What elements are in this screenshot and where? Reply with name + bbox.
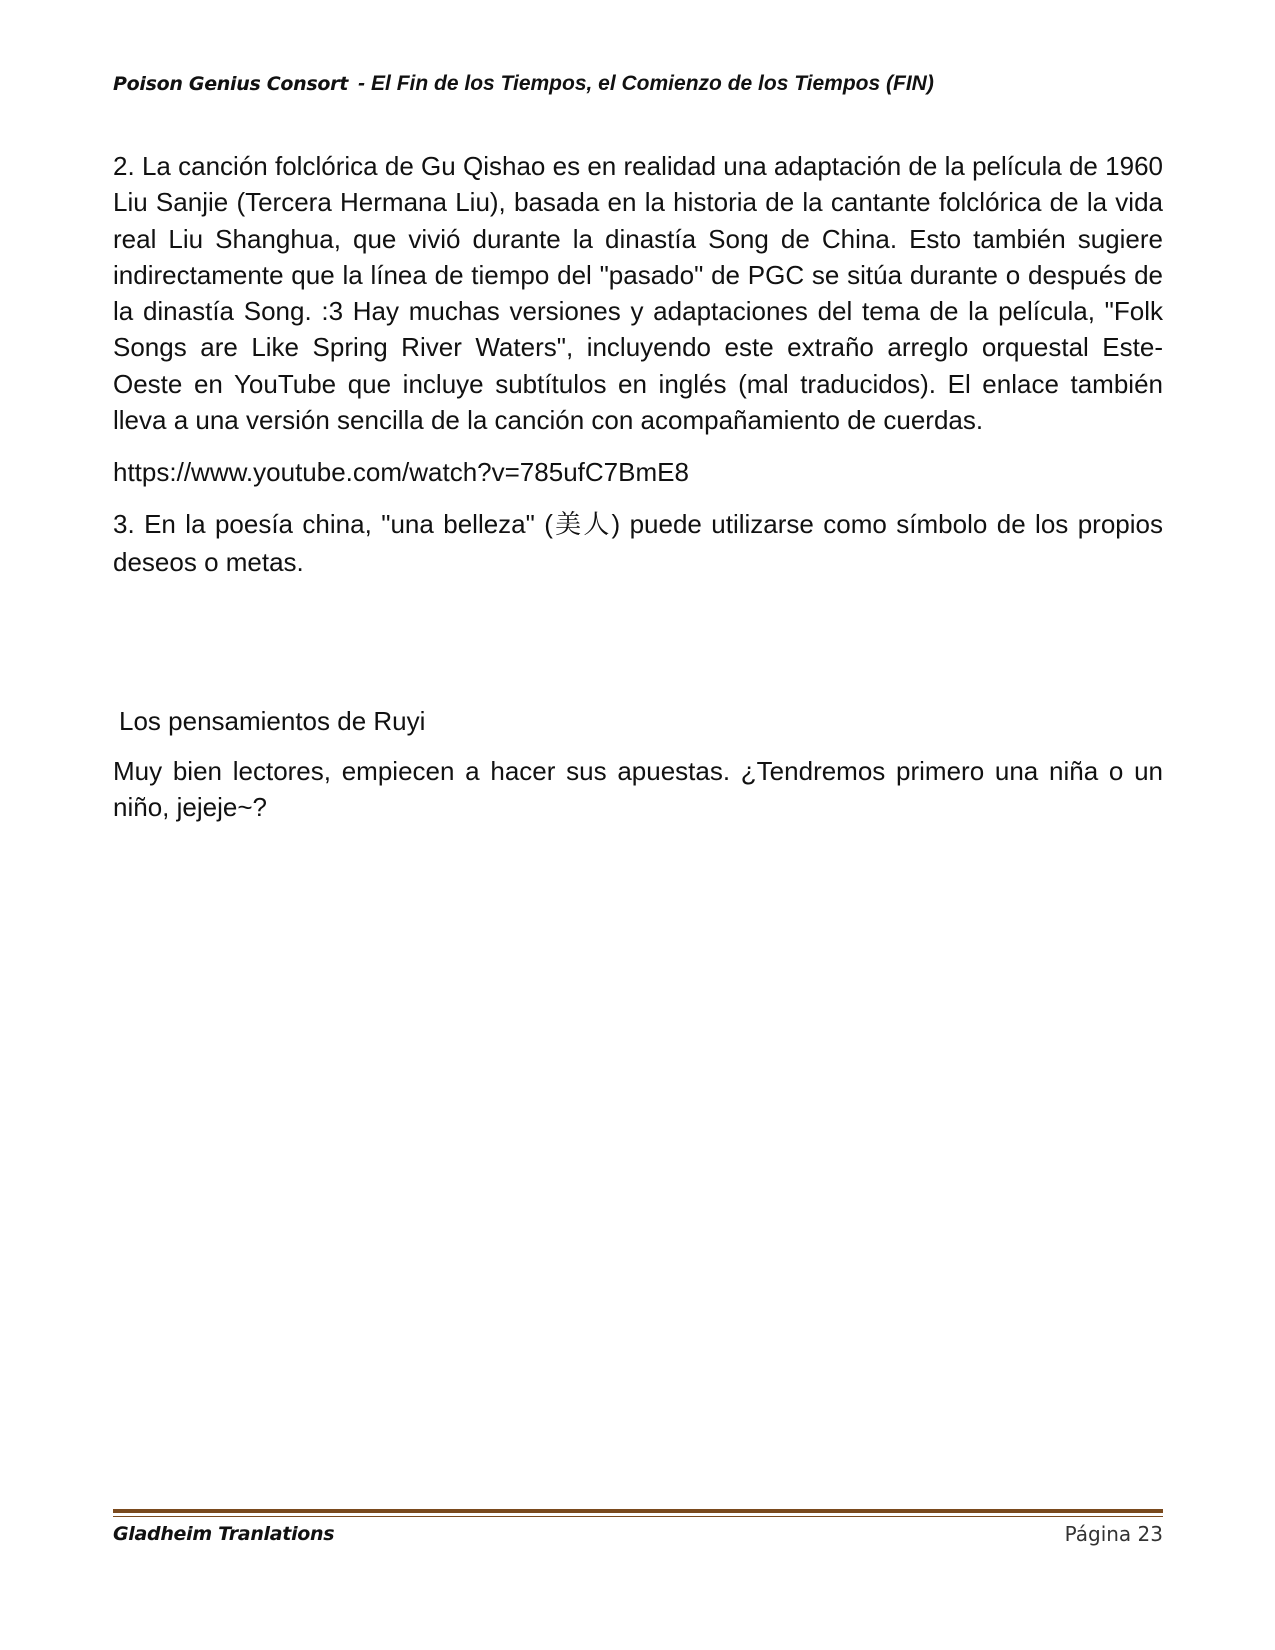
section-title: Los pensamientos de Ruyi xyxy=(119,705,426,736)
youtube-link[interactable]: https://www.youtube.com/watch?v=785ufC7BmE8 xyxy=(113,457,689,488)
note-3: 3. En la poesía china, "una belleza" (美人) puede utilizarse como símbolo de los propios deseos o metas. xyxy=(113,508,1163,577)
footer-divider xyxy=(113,1509,1163,1513)
header-separator: - xyxy=(358,72,366,95)
page-number: Página 23 xyxy=(1064,1522,1163,1546)
section-body: Muy bien lectores, empiecen a hacer sus apuestas. ¿Tendremos primero una niña o un niño, jejeje~? xyxy=(113,755,1163,822)
footer-divider-thin xyxy=(113,1516,1163,1517)
footer-publisher: Gladheim Tranlations xyxy=(113,1523,335,1545)
chapter-title: El Fin de los Tiempos, el Comienzo de los Tiempos (FIN) xyxy=(371,72,934,95)
page-header xyxy=(113,72,1163,96)
note-2: 2. La canción folclórica de Gu Qishao es en realidad una adaptación de la película de 1960 Liu Sanjie (Tercera Hermana Liu), basada en la historia de la cantante folclórica de la vida real Liu Shanghua, que vivió durante la dinastía Song de China. Esto también sugiere indirectamente que la línea de tiempo del "pasado" de PGC se sitúa durante o después de la dinastía Song. :3 Hay muchas versiones y adaptaciones del tema de la película, "Folk Songs are Like Spring River Waters", incluyendo este extraño arreglo orquestal Este-Oeste en YouTube que incluye subtítulos en inglés (mal traducidos). El enlace también lleva a una versión sencilla de la canción con acompañamiento de cuerdas. xyxy=(113,151,1163,436)
series-title: Poison Genius Consort xyxy=(113,73,349,95)
page-content xyxy=(113,148,1163,841)
